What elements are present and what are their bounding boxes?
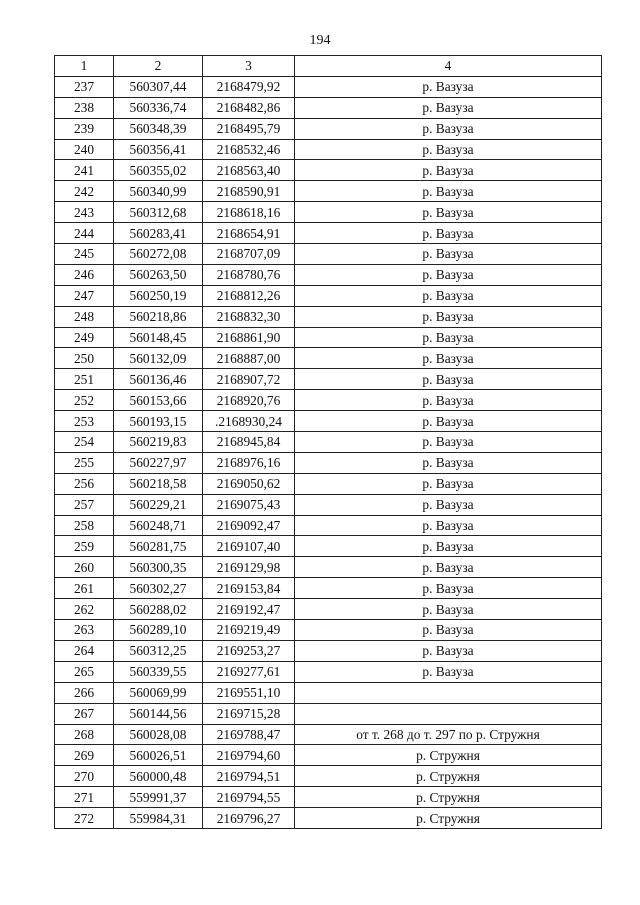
cell-x: 560348,39 bbox=[114, 118, 203, 139]
cell-description: р. Вазуза bbox=[295, 306, 602, 327]
cell-point-number: 258 bbox=[55, 515, 114, 536]
cell-point-number: 270 bbox=[55, 766, 114, 787]
cell-point-number: 264 bbox=[55, 640, 114, 661]
cell-y: 2169715,28 bbox=[203, 703, 295, 724]
cell-description: р. Стружня bbox=[295, 808, 602, 829]
cell-x: 560302,27 bbox=[114, 578, 203, 599]
cell-x: 560356,41 bbox=[114, 139, 203, 160]
cell-y: 2168532,46 bbox=[203, 139, 295, 160]
cell-x: 560263,50 bbox=[114, 264, 203, 285]
cell-point-number: 254 bbox=[55, 432, 114, 453]
cell-x: 560229,21 bbox=[114, 494, 203, 515]
table-row bbox=[55, 620, 602, 641]
cell-point-number: 256 bbox=[55, 473, 114, 494]
cell-y: 2169107,40 bbox=[203, 536, 295, 557]
header-cell-x: 2 bbox=[114, 56, 203, 77]
cell-y: 2169794,60 bbox=[203, 745, 295, 766]
cell-point-number: 247 bbox=[55, 285, 114, 306]
cell-point-number: 271 bbox=[55, 787, 114, 808]
cell-y: 2169788,47 bbox=[203, 724, 295, 745]
cell-description: р. Вазуза bbox=[295, 369, 602, 390]
table-row bbox=[55, 452, 602, 473]
cell-point-number: 269 bbox=[55, 745, 114, 766]
cell-x: 560218,58 bbox=[114, 473, 203, 494]
cell-description: р. Вазуза bbox=[295, 160, 602, 181]
cell-x: 560312,25 bbox=[114, 640, 203, 661]
cell-x: 560026,51 bbox=[114, 745, 203, 766]
cell-description: р. Стружня bbox=[295, 745, 602, 766]
header-cell-description: 4 bbox=[295, 56, 602, 77]
table-row bbox=[55, 97, 602, 118]
table-row bbox=[55, 327, 602, 348]
table-row bbox=[55, 724, 602, 745]
cell-description: р. Вазуза bbox=[295, 557, 602, 578]
cell-point-number: 237 bbox=[55, 76, 114, 97]
cell-y: 2168479,92 bbox=[203, 76, 295, 97]
table-row bbox=[55, 703, 602, 724]
cell-point-number: 242 bbox=[55, 181, 114, 202]
cell-x: 560028,08 bbox=[114, 724, 203, 745]
table-header bbox=[55, 56, 602, 77]
cell-x: 560281,75 bbox=[114, 536, 203, 557]
cell-y: 2168812,26 bbox=[203, 285, 295, 306]
cell-x: 559991,37 bbox=[114, 787, 203, 808]
header-cell-point-number: 1 bbox=[55, 56, 114, 77]
cell-x: 560153,66 bbox=[114, 390, 203, 411]
cell-x: 560283,41 bbox=[114, 223, 203, 244]
cell-point-number: 238 bbox=[55, 97, 114, 118]
cell-description: р. Вазуза bbox=[295, 578, 602, 599]
cell-description: р. Вазуза bbox=[295, 202, 602, 223]
cell-point-number: 241 bbox=[55, 160, 114, 181]
cell-y: 2169050,62 bbox=[203, 473, 295, 494]
cell-description: р. Вазуза bbox=[295, 244, 602, 265]
cell-description: р. Вазуза bbox=[295, 348, 602, 369]
cell-point-number: 272 bbox=[55, 808, 114, 829]
cell-y: 2168618,16 bbox=[203, 202, 295, 223]
cell-y: 2168920,76 bbox=[203, 390, 295, 411]
cell-x: 559984,31 bbox=[114, 808, 203, 829]
cell-description: р. Вазуза bbox=[295, 76, 602, 97]
cell-y: 2169253,27 bbox=[203, 640, 295, 661]
cell-x: 560248,71 bbox=[114, 515, 203, 536]
table-row bbox=[55, 599, 602, 620]
cell-x: 560193,15 bbox=[114, 411, 203, 432]
cell-point-number: 262 bbox=[55, 599, 114, 620]
cell-description: р. Вазуза bbox=[295, 139, 602, 160]
cell-point-number: 260 bbox=[55, 557, 114, 578]
cell-y: 2168780,76 bbox=[203, 264, 295, 285]
cell-y: 2169129,98 bbox=[203, 557, 295, 578]
cell-y: 2169092,47 bbox=[203, 515, 295, 536]
cell-x: 560336,74 bbox=[114, 97, 203, 118]
table-row bbox=[55, 766, 602, 787]
cell-x: 560227,97 bbox=[114, 452, 203, 473]
cell-y: 2168495,79 bbox=[203, 118, 295, 139]
cell-description: р. Вазуза bbox=[295, 536, 602, 557]
cell-x: 560272,08 bbox=[114, 244, 203, 265]
cell-description: р. Вазуза bbox=[295, 432, 602, 453]
cell-description: р. Вазуза bbox=[295, 452, 602, 473]
cell-point-number: 249 bbox=[55, 327, 114, 348]
cell-description bbox=[295, 703, 602, 724]
cell-description: от т. 268 до т. 297 по р. Стружня bbox=[295, 724, 602, 745]
cell-description: р. Стружня bbox=[295, 766, 602, 787]
cell-y: 2169153,84 bbox=[203, 578, 295, 599]
table-row bbox=[55, 640, 602, 661]
cell-x: 560069,99 bbox=[114, 682, 203, 703]
cell-y: 2168907,72 bbox=[203, 369, 295, 390]
cell-y: 2169277,61 bbox=[203, 661, 295, 682]
table-row bbox=[55, 285, 602, 306]
table-row bbox=[55, 139, 602, 160]
cell-y: 2169794,51 bbox=[203, 766, 295, 787]
cell-y: 2168832,30 bbox=[203, 306, 295, 327]
table-row bbox=[55, 160, 602, 181]
cell-x: 560144,56 bbox=[114, 703, 203, 724]
cell-y: 2168654,91 bbox=[203, 223, 295, 244]
cell-description: р. Вазуза bbox=[295, 640, 602, 661]
cell-y: 2168482,86 bbox=[203, 97, 295, 118]
cell-description: р. Вазуза bbox=[295, 494, 602, 515]
cell-point-number: 244 bbox=[55, 223, 114, 244]
header-row bbox=[55, 56, 602, 77]
table-row bbox=[55, 202, 602, 223]
cell-description: р. Вазуза bbox=[295, 181, 602, 202]
table-row bbox=[55, 348, 602, 369]
cell-point-number: 252 bbox=[55, 390, 114, 411]
cell-point-number: 239 bbox=[55, 118, 114, 139]
cell-point-number: 246 bbox=[55, 264, 114, 285]
cell-description: р. Вазуза bbox=[295, 411, 602, 432]
cell-x: 560148,45 bbox=[114, 327, 203, 348]
cell-description: р. Вазуза bbox=[295, 223, 602, 244]
cell-point-number: 245 bbox=[55, 244, 114, 265]
cell-x: 560288,02 bbox=[114, 599, 203, 620]
cell-description: р. Стружня bbox=[295, 787, 602, 808]
header-cell-y: 3 bbox=[203, 56, 295, 77]
table-row bbox=[55, 118, 602, 139]
table-row bbox=[55, 745, 602, 766]
cell-point-number: 253 bbox=[55, 411, 114, 432]
table-row bbox=[55, 661, 602, 682]
cell-description: р. Вазуза bbox=[295, 327, 602, 348]
cell-point-number: 267 bbox=[55, 703, 114, 724]
cell-x: 560219,83 bbox=[114, 432, 203, 453]
cell-point-number: 240 bbox=[55, 139, 114, 160]
cell-y: 2169551,10 bbox=[203, 682, 295, 703]
table-row bbox=[55, 181, 602, 202]
cell-x: 560132,09 bbox=[114, 348, 203, 369]
table-row bbox=[55, 244, 602, 265]
table-row bbox=[55, 808, 602, 829]
cell-description: р. Вазуза bbox=[295, 97, 602, 118]
table-row bbox=[55, 682, 602, 703]
cell-y: 2169192,47 bbox=[203, 599, 295, 620]
cell-point-number: 255 bbox=[55, 452, 114, 473]
cell-point-number: 263 bbox=[55, 620, 114, 641]
cell-y: 2168563,40 bbox=[203, 160, 295, 181]
table-row bbox=[55, 432, 602, 453]
cell-y: 2169794,55 bbox=[203, 787, 295, 808]
table-row bbox=[55, 411, 602, 432]
cell-x: 560300,35 bbox=[114, 557, 203, 578]
table-row bbox=[55, 536, 602, 557]
coordinates-table bbox=[54, 55, 602, 829]
cell-x: 560307,44 bbox=[114, 76, 203, 97]
cell-description: р. Вазуза bbox=[295, 661, 602, 682]
cell-y: 2168887,00 bbox=[203, 348, 295, 369]
table-row bbox=[55, 369, 602, 390]
cell-y: 2168861,90 bbox=[203, 327, 295, 348]
cell-point-number: 268 bbox=[55, 724, 114, 745]
table-row bbox=[55, 515, 602, 536]
cell-point-number: 250 bbox=[55, 348, 114, 369]
cell-x: 560355,02 bbox=[114, 160, 203, 181]
cell-point-number: 248 bbox=[55, 306, 114, 327]
cell-y: .2168930,24 bbox=[203, 411, 295, 432]
cell-point-number: 251 bbox=[55, 369, 114, 390]
cell-description: р. Вазуза bbox=[295, 390, 602, 411]
table-row bbox=[55, 578, 602, 599]
cell-description: р. Вазуза bbox=[295, 515, 602, 536]
cell-y: 2168945,84 bbox=[203, 432, 295, 453]
cell-y: 2169075,43 bbox=[203, 494, 295, 515]
cell-y: 2169796,27 bbox=[203, 808, 295, 829]
page-number: 194 bbox=[309, 33, 331, 48]
table-body bbox=[55, 76, 602, 828]
cell-description: р. Вазуза bbox=[295, 599, 602, 620]
table-row bbox=[55, 557, 602, 578]
table-row bbox=[55, 306, 602, 327]
cell-point-number: 243 bbox=[55, 202, 114, 223]
cell-x: 560339,55 bbox=[114, 661, 203, 682]
table-row bbox=[55, 494, 602, 515]
cell-x: 560340,99 bbox=[114, 181, 203, 202]
table-row bbox=[55, 264, 602, 285]
cell-x: 560312,68 bbox=[114, 202, 203, 223]
cell-description bbox=[295, 682, 602, 703]
cell-y: 2168707,09 bbox=[203, 244, 295, 265]
cell-x: 560136,46 bbox=[114, 369, 203, 390]
cell-x: 560000,48 bbox=[114, 766, 203, 787]
table-row bbox=[55, 787, 602, 808]
table-row bbox=[55, 390, 602, 411]
table-row bbox=[55, 473, 602, 494]
cell-description: р. Вазуза bbox=[295, 264, 602, 285]
cell-description: р. Вазуза bbox=[295, 473, 602, 494]
cell-point-number: 259 bbox=[55, 536, 114, 557]
table-row bbox=[55, 76, 602, 97]
cell-y: 2169219,49 bbox=[203, 620, 295, 641]
cell-point-number: 265 bbox=[55, 661, 114, 682]
cell-description: р. Вазуза bbox=[295, 118, 602, 139]
cell-x: 560218,86 bbox=[114, 306, 203, 327]
cell-y: 2168590,91 bbox=[203, 181, 295, 202]
cell-y: 2168976,16 bbox=[203, 452, 295, 473]
cell-x: 560250,19 bbox=[114, 285, 203, 306]
cell-point-number: 261 bbox=[55, 578, 114, 599]
cell-point-number: 266 bbox=[55, 682, 114, 703]
cell-point-number: 257 bbox=[55, 494, 114, 515]
cell-description: р. Вазуза bbox=[295, 285, 602, 306]
cell-description: р. Вазуза bbox=[295, 620, 602, 641]
table-row bbox=[55, 223, 602, 244]
cell-x: 560289,10 bbox=[114, 620, 203, 641]
